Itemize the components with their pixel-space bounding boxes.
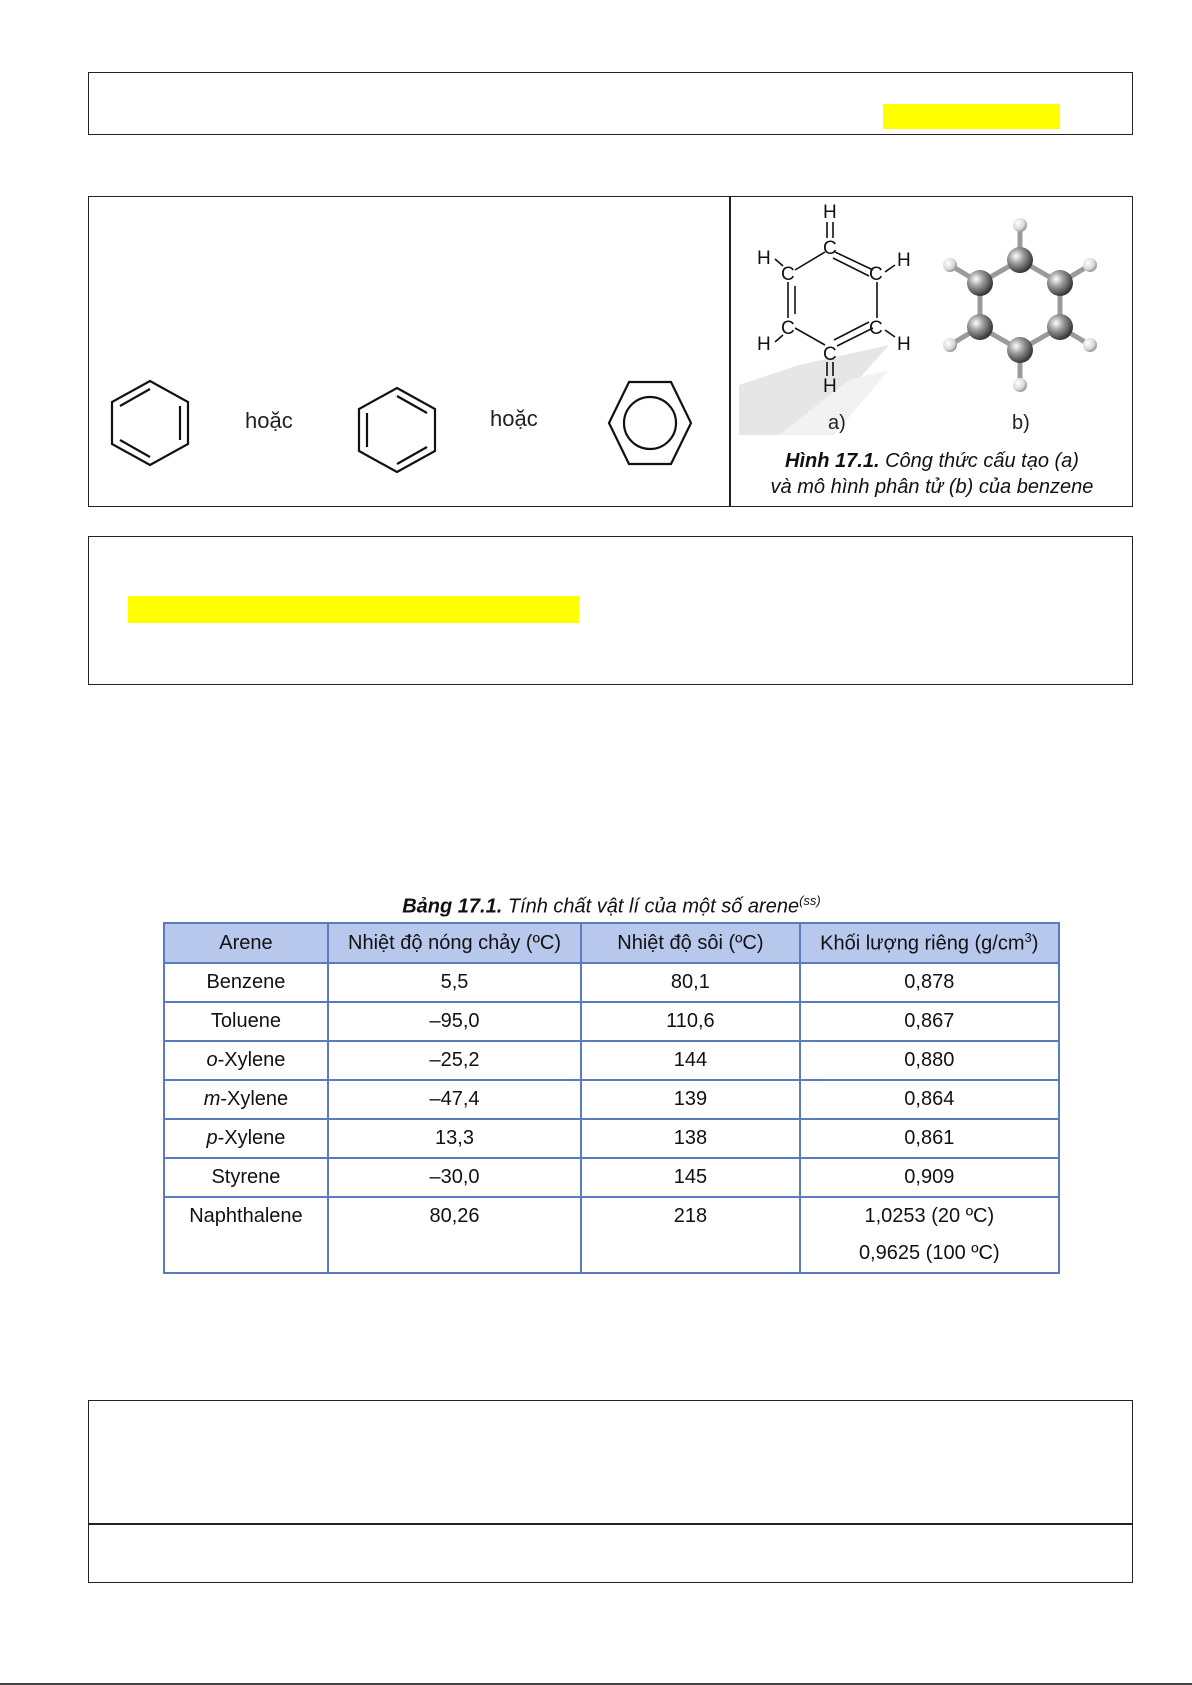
boiling-point: 218 [581,1197,799,1273]
table-row [164,1080,1059,1119]
table-caption-text: Tính chất vật lí của một số arene [502,895,800,918]
arene-name: Naphthalene [164,1197,328,1273]
benzene-kekule-1-icon [108,378,192,468]
header-density [800,923,1059,963]
boiling-point: 145 [581,1158,799,1197]
header-boiling-point: Nhiệt độ sôi (ºC) [581,923,799,963]
bottom-box [88,1400,1133,1583]
header-density-exp: 3 [1024,930,1032,946]
figure-caption-label: Hình 17.1. [785,450,880,472]
or-label-2: hoặc [490,406,538,431]
highlight-bar-1 [883,104,1060,129]
arene-name: m-Xylene [164,1080,328,1119]
header-density-close: ) [1031,932,1039,955]
table-caption [163,893,1060,919]
density: 1,0253 (20 ºC) 0,9625 (100 ºC) [800,1197,1059,1273]
table-row [164,1158,1059,1197]
atom-h-lower-left: H [757,334,771,355]
density: 0,861 [800,1119,1059,1158]
boiling-point: 144 [581,1041,799,1080]
atom-c-4: C [823,344,837,365]
figure-label-b: b) [1012,412,1030,434]
highlight-bar-2 [128,596,579,623]
figure-label-a: a) [828,412,846,434]
atom-h-upper-left: H [757,248,771,269]
structure-divider [729,196,731,507]
table-caption-label: Bảng 17.1. [402,895,503,918]
header-melting-point: Nhiệt độ nóng chảy (ºC) [328,923,581,963]
boiling-point: 80,1 [581,963,799,1002]
atom-h-lower-right: H [897,334,911,355]
melting-point: –30,0 [328,1158,581,1197]
header-density-text: Khối lượng riêng (g/cm [820,932,1025,955]
figure-caption-line1: Công thức cấu tạo (a) [879,450,1079,472]
atom-h-upper-right: H [897,250,911,271]
bottom-box-divider [88,1523,1133,1525]
arene-properties-table [163,922,1060,1274]
atom-c-3: C [869,318,883,339]
boiling-point: 110,6 [581,1002,799,1041]
density: 0,867 [800,1002,1059,1041]
table-row [164,1119,1059,1158]
melting-point: –95,0 [328,1002,581,1041]
benzene-kekule-2-icon [355,385,439,475]
boiling-point: 138 [581,1119,799,1158]
table-header-row [164,923,1059,963]
atom-h-bottom: H [823,376,837,397]
atom-c-5: C [781,318,795,339]
density: 0,864 [800,1080,1059,1119]
arene-name: Benzene [164,963,328,1002]
benzene-aromatic-icon [607,378,693,468]
figure-caption-line2: và mô hình phân tử (b) của benzene [770,476,1094,498]
atom-c-1: C [823,238,837,259]
table-row [164,1002,1059,1041]
arene-name: Toluene [164,1002,328,1041]
or-label-1: hoặc [245,408,293,433]
boiling-point: 139 [581,1080,799,1119]
benzene-structural-formula-icon [745,200,930,400]
benzene-ball-model-icon [935,215,1105,395]
arene-name: o-Xylene [164,1041,328,1080]
table-row [164,1041,1059,1080]
atom-c-2: C [869,264,883,285]
atom-h-top: H [823,202,837,223]
arene-name: Styrene [164,1158,328,1197]
melting-point: 80,26 [328,1197,581,1273]
density: 0,878 [800,963,1059,1002]
melting-point: 5,5 [328,963,581,1002]
table-row [164,1197,1059,1273]
arene-name: p-Xylene [164,1119,328,1158]
atom-c-6: C [781,264,795,285]
table-caption-superscript: (ss) [799,893,821,908]
figure-caption [733,448,1131,500]
melting-point: –25,2 [328,1041,581,1080]
header-arene: Arene [164,923,328,963]
density: 0,880 [800,1041,1059,1080]
density: 0,909 [800,1158,1059,1197]
melting-point: –47,4 [328,1080,581,1119]
melting-point: 13,3 [328,1119,581,1158]
table-row [164,963,1059,1002]
